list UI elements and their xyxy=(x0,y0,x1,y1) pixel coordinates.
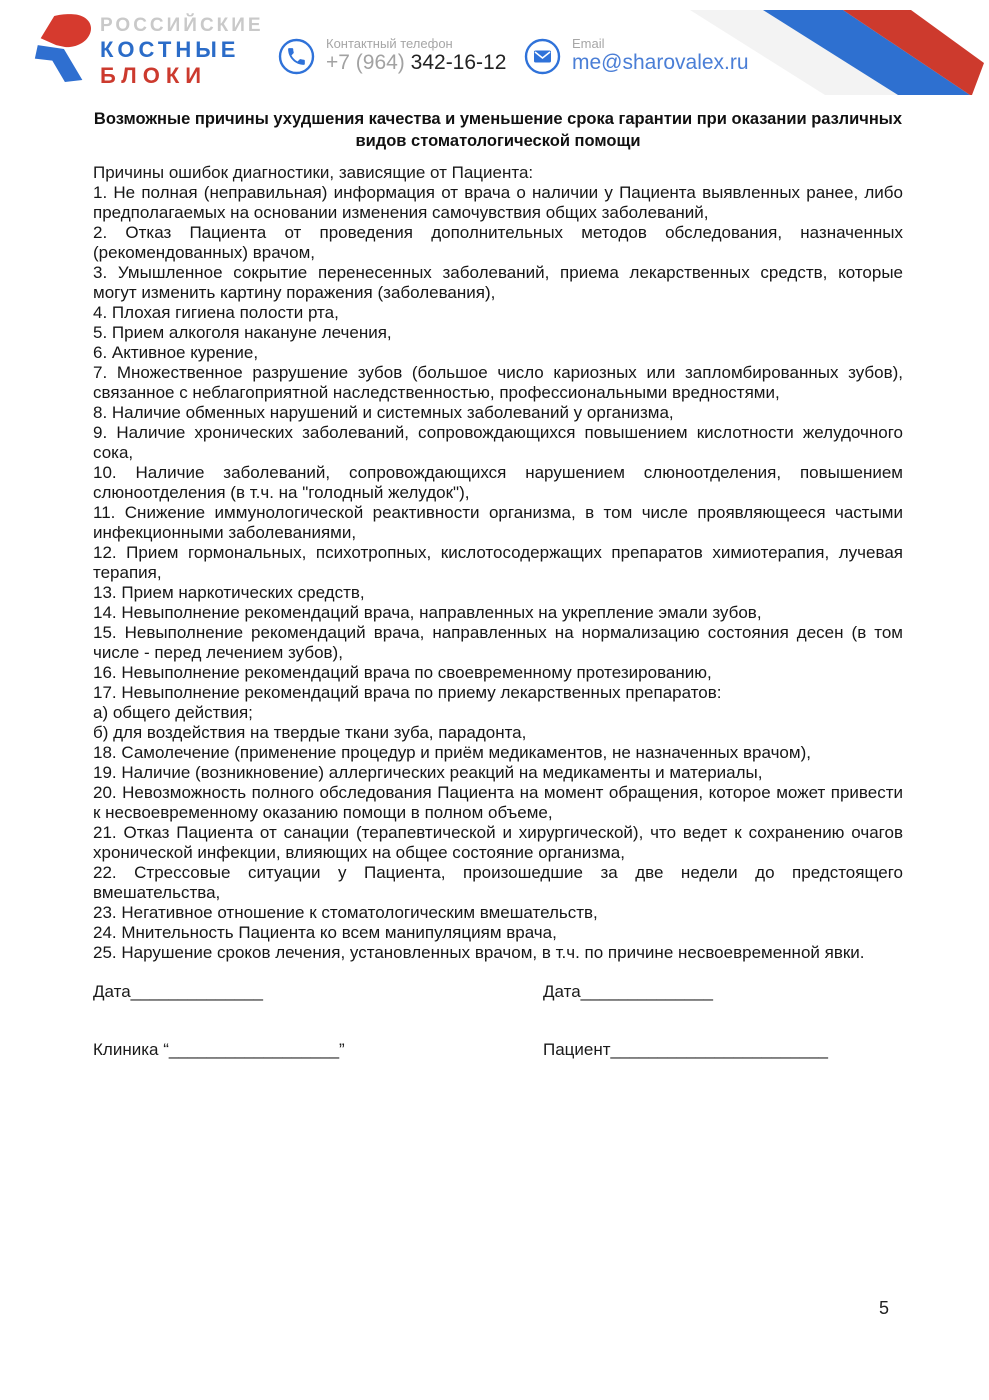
clinic-field: Клиника “__________________” xyxy=(93,1040,345,1059)
list-item: 14. Невыполнение рекомендаций врача, направленных на укрепление эмали зубов, xyxy=(93,603,762,622)
date-field-left: Дата______________ xyxy=(93,982,264,1001)
list-item: 11. Снижение иммунологической реактивности организма, в том числе проявляющееся частыми инфекционными заболеваниями, xyxy=(93,503,903,542)
letterhead xyxy=(0,0,989,96)
list-item: 7. Множественное разрушение зубов (большое число кариозных или запломбированных зубов), связанное с неблагоприятной наследственностью, профессиональными вредностями, xyxy=(93,363,903,402)
list-item: 23. Негативное отношение к стоматологическим вмешательств, xyxy=(93,903,598,922)
email-icon xyxy=(524,36,561,75)
list-item: 17. Невыполнение рекомендаций врача по приему лекарственных препаратов: xyxy=(93,683,722,702)
email-label: Email xyxy=(572,36,605,51)
logo-text-line2: КОСТНЫЕ xyxy=(100,37,240,62)
list-item: б) для воздействия на твердые ткани зуба, парадонта, xyxy=(93,723,527,742)
phone-number: 342-16-12 xyxy=(410,51,507,74)
items-list xyxy=(93,183,903,963)
phone-value xyxy=(326,51,506,75)
list-item: 18. Самолечение (применение процедур и приём медикаментов, не назначенных врачом), xyxy=(93,743,811,762)
phone-label: Контактный телефон xyxy=(326,36,453,51)
list-item: 1. Не полная (неправильная) информация от врача о наличии у Пациента выявленных ранее, либо предполагаемых на основании изменения самочувствия общих заболеваний, xyxy=(93,183,903,222)
logo-text-line3: БЛОКИ xyxy=(100,63,208,88)
intro-text: Причины ошибок диагностики, зависящие от Пациента: xyxy=(93,163,534,182)
list-item: 16. Невыполнение рекомендаций врача по своевременному протезированию, xyxy=(93,663,712,682)
list-item: 13. Прием наркотических средств, xyxy=(93,583,365,602)
document-body xyxy=(0,108,989,1060)
list-item: 3. Умышленное сокрытие перенесенных заболеваний, приема лекарственных средств, которые могут изменить картину поражения (заболевания), xyxy=(93,263,903,302)
list-item: 6. Активное курение, xyxy=(93,343,259,362)
document-title: Возможные причины ухудшения качества и уменьшение срока гарантии при оказании различных видов стоматологической помощи xyxy=(93,110,903,150)
list-item: 15. Невыполнение рекомендаций врача, направленных на нормализацию состояния десен (в том числе - перед лечением зубов), xyxy=(93,623,903,662)
clinic-patient-row xyxy=(93,1040,903,1060)
list-item: 12. Прием гормональных, психотропных, кислотосодержащих препаратов химиотерапия, лучевая терапия, xyxy=(93,543,903,582)
list-item: 8. Наличие обменных нарушений и системных заболеваний у организма, xyxy=(93,403,674,422)
phone-icon xyxy=(278,36,315,75)
logo-text-line1: РОССИЙСКИЕ xyxy=(100,15,264,36)
phone-prefix: +7 (964) xyxy=(326,51,405,74)
list-item: 19. Наличие (возникновение) аллергических реакций на медикаменты и материалы, xyxy=(93,763,763,782)
list-item: 20. Невозможность полного обследования Пациента на момент обращения, которое может привести к несвоевременному оказанию помощи в полном объеме, xyxy=(93,783,903,822)
phone-contact-block xyxy=(278,36,506,75)
page-number: 5 xyxy=(879,1298,890,1318)
list-item: 10. Наличие заболеваний, сопровождающихся нарушением слюноотделения, повышением слюноотделения (в т.ч. на "голодный желудок"), xyxy=(93,463,903,502)
list-item: 2. Отказ Пациента от проведения дополнительных методов обследования, назначенных (рекомендованных) врачом, xyxy=(93,223,903,262)
list-item: 24. Мнительность Пациента ко всем манипуляциям врача, xyxy=(93,923,557,942)
list-item: 21. Отказ Пациента от санации (терапевтической и хирургической), что ведет к сохранению очагов хронической инфекции, влияющих на общее состояние организма, xyxy=(93,823,903,862)
list-item: 25. Нарушение сроков лечения, установленных врачом, в т.ч. по причине несвоевременной явки. xyxy=(93,943,865,962)
list-item: 5. Прием алкоголя накануне лечения, xyxy=(93,323,392,342)
logo-r-icon xyxy=(30,8,94,88)
list-item: 9. Наличие хронических заболеваний, сопровождающихся повышением кислотности желудочного сока, xyxy=(93,423,903,462)
list-item: 4. Плохая гигиена полости рта, xyxy=(93,303,339,322)
logo-text xyxy=(100,8,264,88)
list-item: а) общего действия; xyxy=(93,703,253,722)
flag-ribbon-decoration xyxy=(689,6,989,98)
phone-text xyxy=(326,36,506,75)
email-address: me@sharovalex.ru xyxy=(572,51,749,74)
date-row xyxy=(93,982,903,1002)
patient-field: Пациент_______________________ xyxy=(543,1040,828,1059)
date-field-right: Дата______________ xyxy=(543,982,714,1001)
company-logo xyxy=(30,8,264,88)
list-item: 22. Стрессовые ситуации у Пациента, произошедшие за две недели до предстоящего вмешательства, xyxy=(93,863,903,902)
